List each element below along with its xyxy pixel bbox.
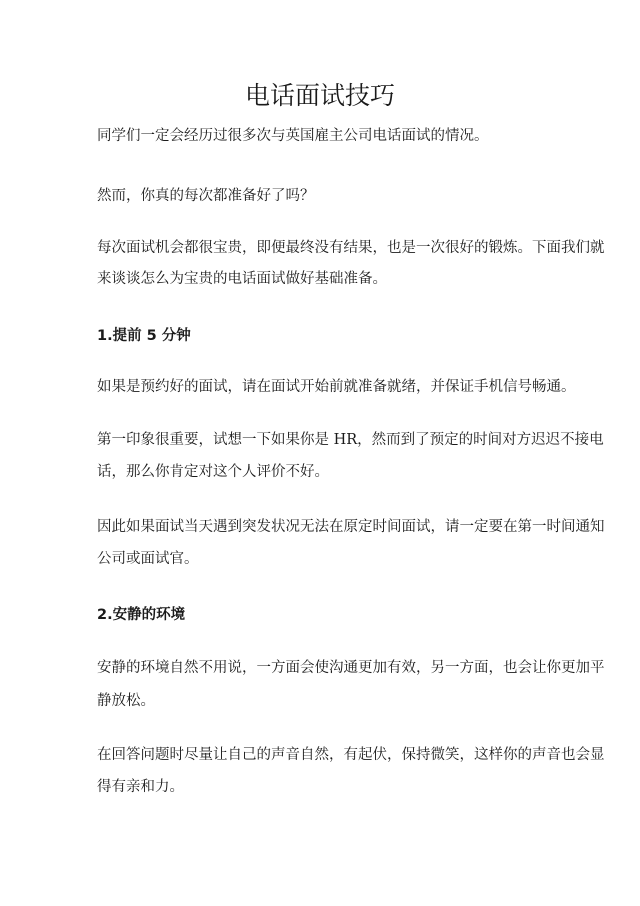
paragraph-notify-line1: 因此如果面试当天遇到突发状况无法在原定时间面试，请一定要在第一时间通知 (97, 519, 605, 535)
paragraph-prepare: 如果是预约好的面试，请在面试开始前就准备就绪，并保证手机信号畅通。 (97, 379, 576, 395)
paragraph-value-line2: 来谈谈怎么为宝贵的电话面试做好基础准备。 (97, 271, 387, 287)
paragraph-quiet-line2: 静放松。 (97, 693, 155, 709)
section-heading-2: 2.安静的环境 (97, 607, 186, 623)
document-title: 电话面试技巧 (244, 81, 395, 110)
section-heading-1: 1.提前 5 分钟 (97, 328, 191, 344)
paragraph-quiet-line1: 安静的环境自然不用说，一方面会使沟通更加有效，另一方面，也会让你更加平 (97, 660, 605, 676)
paragraph-intro: 同学们一定会经历过很多次与英国雇主公司电话面试的情况。 (97, 128, 489, 144)
paragraph-impression-line2: 话，那么你肯定对这个人评价不好。 (97, 464, 329, 480)
paragraph-voice-line1: 在回答问题时尽量让自己的声音自然，有起伏，保持微笑，这样你的声音也会显 (97, 747, 605, 763)
paragraph-impression-line1: 第一印象很重要，试想一下如果你是 HR，然而到了预定的时间对方迟迟不接电 (97, 432, 604, 448)
paragraph-question: 然而，你真的每次都准备好了吗？ (97, 188, 315, 204)
paragraph-value-line1: 每次面试机会都很宝贵，即便最终没有结果，也是一次很好的锻炼。下面我们就 (97, 240, 605, 256)
paragraph-notify-line2: 公司或面试官。 (97, 551, 199, 567)
paragraph-voice-line2: 得有亲和力。 (97, 779, 184, 795)
